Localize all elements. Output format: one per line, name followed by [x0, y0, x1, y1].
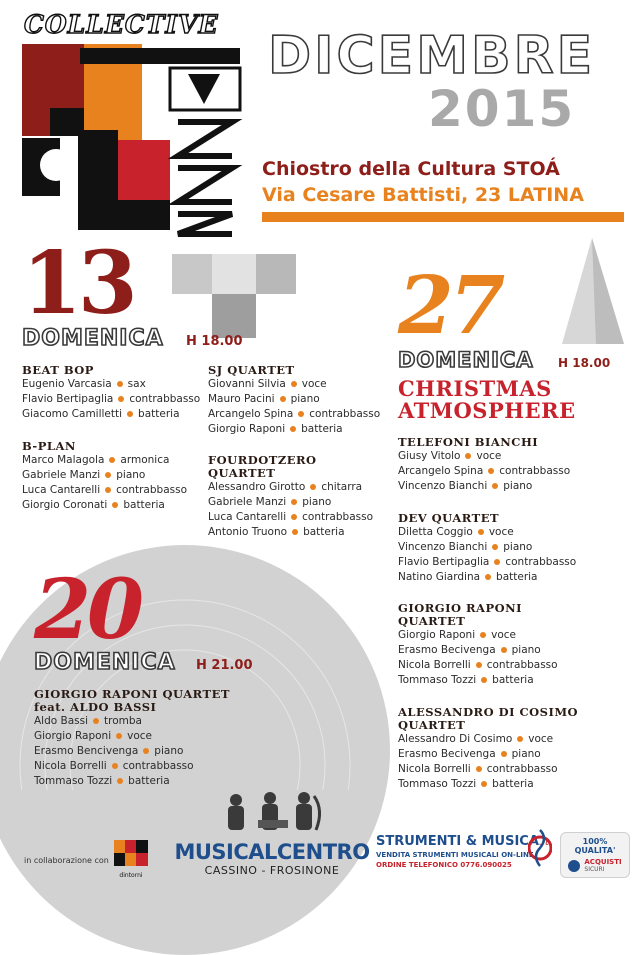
- bullet-icon: [127, 411, 133, 417]
- bullet-icon: [481, 781, 487, 787]
- strumenti-title: STRUMENTI & MUSICA.it: [376, 834, 549, 849]
- bullet-icon: [143, 748, 149, 754]
- member-line: Nicola Borrelli contrabbasso: [398, 763, 558, 775]
- time-label-27: H 18.00: [558, 356, 611, 370]
- bullet-icon: [290, 426, 296, 432]
- bullet-icon: [501, 751, 507, 757]
- member-line: Diletta Coggio voce: [398, 526, 514, 538]
- bullet-icon: [476, 662, 482, 668]
- band-subtitle: feat. ALDO BASSI: [34, 700, 157, 714]
- bullet-icon: [481, 677, 487, 683]
- checker-decoration: [172, 254, 300, 338]
- member-line: Flavio Bertipaglia contrabbasso: [22, 393, 201, 405]
- sponsor-dintorni-logo: [114, 840, 148, 879]
- band-block-sj-quartet: [208, 364, 380, 437]
- member-line: Giorgio Raponi voce: [34, 730, 152, 742]
- member-line: Arcangelo Spina contrabbasso: [398, 465, 571, 477]
- venue-address: Via Cesare Battisti, 23 LATINA: [262, 184, 584, 206]
- member-line: Tommaso Tozzi batteria: [398, 674, 534, 686]
- band-block-giorgio-raponi-quartet-27: [398, 602, 568, 688]
- band-name: DEV QUARTET: [398, 511, 500, 525]
- collab-text: in collaborazione con: [24, 856, 109, 865]
- member-line: Marco Malagola armonica: [22, 454, 170, 466]
- bullet-icon: [517, 736, 523, 742]
- band-block-fourdotzero-quartet: [208, 454, 373, 540]
- member-line: Eugenio Varcasia sax: [22, 378, 146, 390]
- band-name: SJ QUARTET: [208, 363, 295, 377]
- christmas-tree-decoration: [562, 238, 624, 346]
- musicalcentro-name: MUSICALCENTRO: [174, 840, 370, 864]
- band-block-telefoni-bianchi: [398, 436, 570, 494]
- sponsor-strumenti-musica: [376, 830, 552, 869]
- member-line: Natino Giardina batteria: [398, 571, 538, 583]
- bullet-icon: [485, 574, 491, 580]
- member-line: Mauro Pacini piano: [208, 393, 320, 405]
- date-number-20: 20: [34, 562, 141, 658]
- bullet-icon: [478, 529, 484, 535]
- member-line: Alessandro Girotto chitarra: [208, 481, 363, 493]
- date-number-27: 27: [398, 258, 502, 352]
- bullet-icon: [105, 472, 111, 478]
- venue-name: Chiostro della Cultura STOÁ: [262, 158, 560, 180]
- member-line: Luca Cantarelli contrabbasso: [22, 484, 187, 496]
- time-label-13: H 18.00: [186, 334, 243, 349]
- member-line: Tommaso Tozzi batteria: [34, 775, 170, 787]
- member-line: Erasmo Bencivenga piano: [34, 745, 184, 757]
- bullet-icon: [298, 411, 304, 417]
- band-name: BEAT BOP: [22, 363, 94, 377]
- badge-bot: SICURI: [584, 866, 605, 873]
- sponsor-musicalcentro: [174, 790, 370, 877]
- member-line: Tommaso Tozzi batteria: [398, 778, 534, 790]
- bullet-icon: [480, 632, 486, 638]
- bullet-icon: [492, 483, 498, 489]
- badge-top: 100% QUALITA': [574, 837, 616, 855]
- member-line: Erasmo Becivenga piano: [398, 748, 541, 760]
- member-line: Alessandro Di Cosimo voce: [398, 733, 554, 745]
- month-title: DICEMBRE: [268, 26, 596, 86]
- band-name: FOURDOTZERO QUARTET: [208, 453, 317, 480]
- musicalcentro-city: CASSINO - FROSINONE: [204, 864, 340, 877]
- bullet-icon: [112, 502, 118, 508]
- event-headline: CHRISTMAS ATMOSPHERE: [398, 376, 576, 423]
- bullet-icon: [117, 778, 123, 784]
- band-block-dev-quartet: [398, 512, 576, 585]
- year-title: 2015: [428, 80, 576, 138]
- jazz-band-silhouette-icon: [218, 790, 328, 840]
- band-block-giorgio-raponi-quartet-20: [34, 688, 230, 789]
- band-block-b-plan: [22, 440, 187, 513]
- member-line: Giorgio Raponi batteria: [208, 423, 343, 435]
- header-underline: [262, 212, 624, 222]
- member-line: Luca Cantarelli contrabbasso: [208, 511, 373, 523]
- band-block-beat-bop: [22, 364, 200, 422]
- quality-badge: [560, 832, 630, 878]
- member-line: Giovanni Silvia voce: [208, 378, 327, 390]
- day-label-27: DOMENICA: [398, 348, 534, 372]
- strumenti-line1: VENDITA STRUMENTI MUSICALI ON-LINE: [376, 851, 534, 859]
- member-line: Giorgio Coronati batteria: [22, 499, 165, 511]
- member-line: Antonio Truono batteria: [208, 526, 345, 538]
- logo-text: COLLECTIVE: [24, 10, 219, 39]
- badge-mid: ACQUISTI: [584, 858, 622, 866]
- band-name: TELEFONI BIANCHI: [398, 435, 539, 449]
- band-name: ALESSANDRO DI COSIMO QUARTET: [398, 705, 579, 732]
- member-line: Giusy Vitolo voce: [398, 450, 502, 462]
- logo: [20, 10, 248, 238]
- bullet-icon: [292, 529, 298, 535]
- date-number-13: 13: [22, 233, 134, 334]
- bullet-icon: [494, 559, 500, 565]
- member-line: Aldo Bassi tromba: [34, 715, 142, 727]
- bullet-icon: [310, 484, 316, 490]
- logo-graphic: [20, 38, 248, 238]
- member-line: Nicola Borrelli contrabbasso: [34, 760, 194, 772]
- bullet-icon: [105, 487, 111, 493]
- bullet-icon: [116, 733, 122, 739]
- bullet-icon: [291, 499, 297, 505]
- bullet-icon: [488, 468, 494, 474]
- day-label-13: DOMENICA: [22, 326, 164, 351]
- bullet-icon: [291, 381, 297, 387]
- bullet-icon: [291, 514, 297, 520]
- member-line: Erasmo Becivenga piano: [398, 644, 541, 656]
- member-line: Gabriele Manzi piano: [208, 496, 332, 508]
- strumenti-line2: ORDINE TELEFONICO 0776.090025: [376, 861, 512, 869]
- member-line: Arcangelo Spina contrabbasso: [208, 408, 381, 420]
- band-name: GIORGIO RAPONI QUARTET: [34, 687, 230, 701]
- bullet-icon: [93, 718, 99, 724]
- day-label-20: DOMENICA: [34, 650, 176, 675]
- band-name: GIORGIO RAPONI QUARTET: [398, 601, 523, 628]
- member-line: Nicola Borrelli contrabbasso: [398, 659, 558, 671]
- member-line: Flavio Bertipaglia contrabbasso: [398, 556, 577, 568]
- member-line: Giorgio Raponi voce: [398, 629, 516, 641]
- member-line: Vincenzo Bianchi piano: [398, 480, 533, 492]
- dintorni-label: dintorni: [119, 872, 143, 879]
- bullet-icon: [492, 544, 498, 550]
- time-label-20: H 21.00: [196, 658, 253, 673]
- bullet-icon: [476, 766, 482, 772]
- member-line: Gabriele Manzi piano: [22, 469, 146, 481]
- band-block-alessandro-di-cosimo-quartet: [398, 706, 628, 792]
- bullet-icon: [109, 457, 115, 463]
- band-name: B-PLAN: [22, 439, 76, 453]
- member-line: Vincenzo Bianchi piano: [398, 541, 533, 553]
- shield-icon: [568, 860, 580, 872]
- bullet-icon: [465, 453, 471, 459]
- treble-clef-icon: [528, 828, 552, 868]
- bullet-icon: [117, 381, 123, 387]
- dintorni-logo-icon: [114, 840, 148, 868]
- bullet-icon: [118, 396, 124, 402]
- member-line: Giacomo Camilletti batteria: [22, 408, 180, 420]
- bullet-icon: [112, 763, 118, 769]
- bullet-icon: [280, 396, 286, 402]
- bullet-icon: [501, 647, 507, 653]
